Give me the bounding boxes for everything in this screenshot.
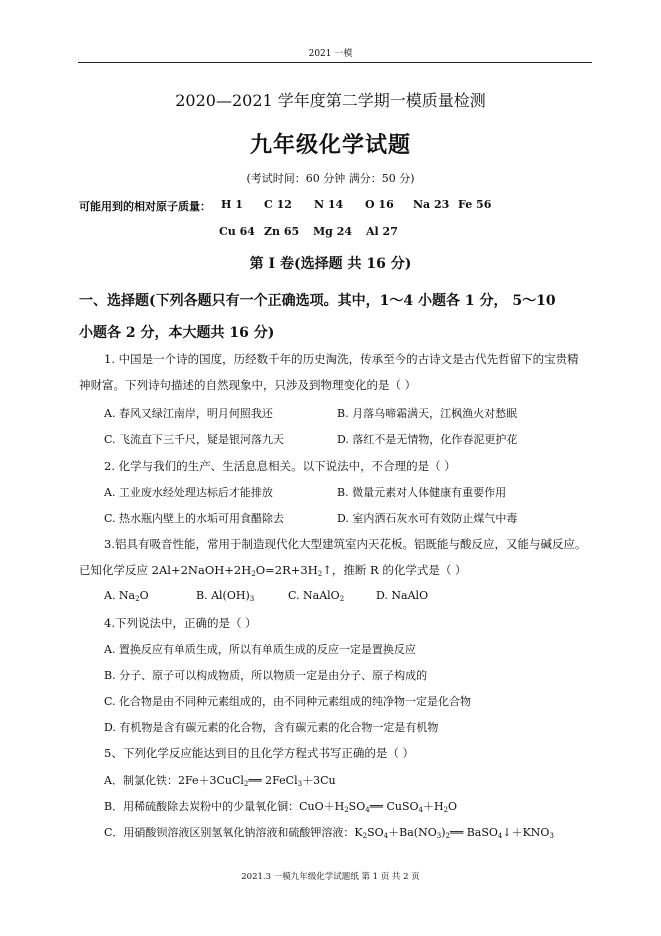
question-4-stem: 4.下列说法中，正确的是（ ） <box>104 616 257 630</box>
atomic-mass: Na 23 <box>413 198 450 211</box>
atomic-mass: Zn 65 <box>264 225 300 238</box>
question-1-stem: 1. 中国是一个诗的国度，历经数千年的历史淘洗，传承至今的古诗文是古代先哲留下的宝贵精 <box>104 352 579 366</box>
section-heading: 一、选择题(下列各题只有一个正确选项。其中，1～4 小题各 1 分， 5～10 <box>79 293 556 309</box>
question-5-option-a: A．制氯化铁：2Fe＋3CuCl$_2$══ 2FeCl$_3$＋3Cu <box>104 774 336 788</box>
section-heading-cont: 小题各 2 分，本大题共 16 分) <box>79 325 275 341</box>
atomic-mass: Al 27 <box>366 225 398 238</box>
question-1-stem-cont: 神财富。下列诗句描述的自然现象中，只涉及到物理变化的是（ ） <box>79 378 417 392</box>
question-3-option-a: A. $Na_2O$ <box>104 589 149 603</box>
question-2-option-c: C. 热水瓶内壁上的水垢可用食醋除去 <box>104 512 285 525</box>
atomic-mass: Fe 56 <box>458 198 492 211</box>
question-3-option-b: B. $Al(OH)_3$ <box>196 589 255 603</box>
question-1-option-a: A. 春风又绿江南岸，明月何照我还 <box>104 407 273 420</box>
question-2-option-d: D. 室内洒石灰水可有效防止煤气中毒 <box>337 512 518 525</box>
question-5-option-b: B．用稀硫酸除去炭粉中的少量氧化铜：$CuO+H_2SO_4══$ $CuSO_4+H_2O$ <box>104 800 458 814</box>
question-5-stem: 5、下列化学反应能达到目的且化学方程式书写正确的是（ ） <box>104 746 414 760</box>
atomic-mass: Mg 24 <box>313 225 353 238</box>
atomic-mass: C 12 <box>264 198 292 211</box>
question-3-equation: 已知化学反应 $2Al+2NaOH+2H_2O=2R+3H_2↑$，推断 R 的化学式是（ ） <box>79 563 467 578</box>
exam-title: 2020—2021 学年度第二学期一模质量检测 <box>175 91 486 110</box>
exam-info: (考试时间：60 分钟 满分：50 分) <box>246 172 415 185</box>
question-3-stem: 3.铝具有吸音性能，常用于制造现代化大型建筑室内天花板。铝既能与酸反应，又能与碱反应。 <box>104 537 587 551</box>
question-2-option-b: B. 微量元素对人体健康有重要作用 <box>337 486 507 499</box>
atomic-mass: O 16 <box>365 198 394 211</box>
question-4-option-b: B. 分子、原子可以构成物质，所以物质一定是由分子、原子构成的 <box>104 669 428 682</box>
header-rule <box>78 62 592 63</box>
subject-title: 九年级化学试题 <box>249 132 411 158</box>
page-header: 2021 一模 <box>308 49 353 59</box>
page-footer: 2021.3 一模九年级化学试题纸 第 1 页 共 2 页 <box>241 872 420 882</box>
atomic-mass: H 1 <box>221 198 243 211</box>
question-4-option-c: C. 化合物是由不同种元素组成的，由不同种元素组成的纯净物一定是化合物 <box>104 695 472 708</box>
question-5-option-c: C．用硝酸钡溶液区别氢氧化钠溶液和硫酸钾溶液：$K_2SO_4+Ba(NO_3)_2══$ $BaSO_4↓+KNO_3$ <box>104 826 554 840</box>
question-4-option-d: D. 有机物是含有碳元素的化合物，含有碳元素的化合物一定是有机物 <box>104 721 439 734</box>
atomic-mass: N 14 <box>314 198 344 211</box>
question-1-option-c: C. 飞流直下三千尺，疑是银河落九天 <box>104 433 285 446</box>
part-title: 第 I 卷(选择题 共 16 分) <box>249 256 412 272</box>
question-2-stem: 2. 化学与我们的生产、生活息息相关。以下说法中，不合理的是（ ） <box>104 459 456 473</box>
question-4-option-a: A. 置换反应有单质生成，所以有单质生成的反应一定是置换反应 <box>104 643 416 656</box>
question-3-option-c: C. NaAlO$_2$ <box>288 589 345 603</box>
question-1-option-b: B. 月落乌啼霜满天，江枫渔火对愁眠 <box>337 407 518 420</box>
atomic-mass: Cu 64 <box>219 225 255 238</box>
question-3-option-d: D. NaAlO <box>376 589 429 602</box>
question-2-option-a: A. 工业废水经处理达标后才能排放 <box>104 486 273 499</box>
atomic-mass-label: 可能用到的相对原子质量： <box>79 200 211 213</box>
question-1-option-d: D. 落红不是无情物，化作春泥更护花 <box>337 433 518 446</box>
